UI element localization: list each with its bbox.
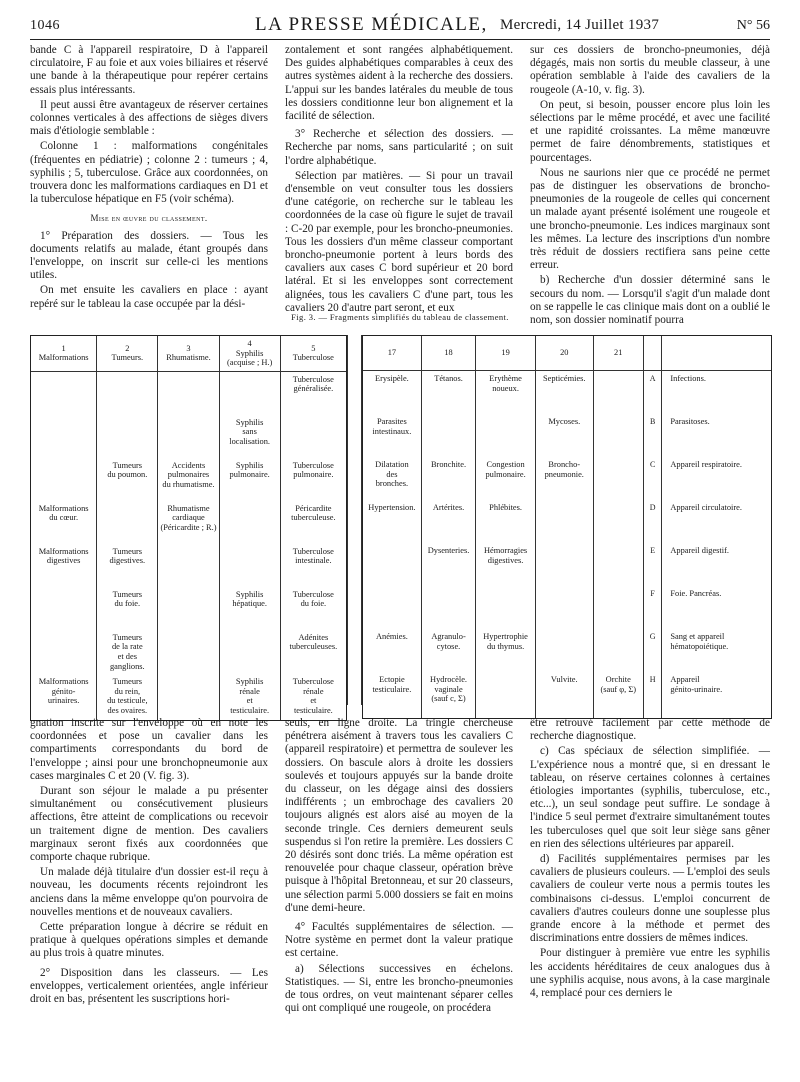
table-cell xyxy=(535,629,593,672)
column-header: 4 Syphilis (acquise ; H.) xyxy=(219,336,280,371)
table-cell xyxy=(31,371,97,415)
table-cell xyxy=(593,457,643,500)
table-row xyxy=(363,586,771,629)
table-cell: B xyxy=(643,414,661,457)
table-cell xyxy=(363,543,421,586)
column-header: 21 xyxy=(593,336,643,371)
table-cell: Dilatation des bronches. xyxy=(375,460,409,489)
table-cell xyxy=(421,586,475,629)
issue-number: N° 56 xyxy=(736,18,770,33)
table-cell xyxy=(593,500,643,543)
table-cell: Appareil circulatoire. xyxy=(662,500,771,543)
table-row xyxy=(31,630,346,674)
table-cell: Congestion pulmonaire. xyxy=(476,457,536,500)
table-cell xyxy=(31,415,97,458)
table-cell xyxy=(593,543,643,586)
paragraph: b) Recherche d'un dossier déterminé sans le secours du nom. — Lorsqu'il s'agit d'un malade dont on se rappelle le cas clinique mais dont on a oublié le nom, son dossier nominatif pourra xyxy=(530,274,770,327)
table-row xyxy=(31,501,346,544)
table-cell xyxy=(535,586,593,629)
top-column-2 xyxy=(285,44,513,317)
paragraph: 1° Préparation des dossiers. — Tous les documents relatifs au malade, étant groupés dans l'enveloppe, on inscrit sur celle-ci les mentions utiles. xyxy=(30,229,268,282)
table-cell: Anémies. xyxy=(375,632,408,641)
table-cell: Phlébites. xyxy=(476,500,536,543)
paragraph: Nous ne saurions nier que ce procédé ne permet pas de distinguer les observations de broncho-pneumonies de la rougeole de celles qui concernent un malade ayant présenté isolément une rougeole et une broncho-pneumonie. Les indices marginaux sont les mêmes. La lecture des inscriptions d'un nombre très réduit de dossiers rectifiera sans peine cette erreur. xyxy=(530,166,770,272)
table-cell: Adénites tuberculeuses. xyxy=(280,630,346,674)
paragraph: d) Facilités supplémentaires permises par les cavaliers de plusieurs couleurs. — L'emploi des seuls cavaliers de couleur verte nous a permis toutes les combinaisons ci-dessus. L'emploi concurrent de cavaliers d'autres couleurs donne une souplesse plus grande encore à la méthode et permet des discriminations entre dossiers de mêmes indices. xyxy=(530,853,770,945)
table-cell xyxy=(476,672,536,718)
table-cell: Agranulo- cytose. xyxy=(421,629,475,672)
paragraph: a) Sélections successives en échelons. Statistiques. — Si, entre les broncho-pneumonies de tous ordres, on veut maintenant séparer celles qui ont compliqué une rougeole, on procédera xyxy=(285,962,513,1015)
table-cell xyxy=(97,501,158,544)
paragraph: seuls, en ligne droite. La tringle chercheuse pénétrera aisément à travers tous les cavaliers C (appareil respiratoire) et permettra de soulever les dossiers. On bascule alors à droite les dossiers soulevés et toujours appuyés sur la bande droite du classeur, on les dégage ainsi des dossiers indifférents ; un embrochage des cavaliers 20 toujours alignés est alors aisé au moyen de la seconde tringle. Ces derniers demeurent seuls suspendus si l'on retire la première. Les dossiers C 20 désirés sont donc triés. La même opération est renouvelée pour chaque classeur, opération brève puisque à l'hôpital Bretonneau, et sur 20 classeurs, une sélection parmi 5.000 dossiers se fait en moins d'une demi-heure. xyxy=(285,717,513,914)
table-cell xyxy=(363,586,421,629)
table-cell xyxy=(593,371,643,415)
table-cell: D xyxy=(643,500,661,543)
classification-table-left xyxy=(30,335,347,721)
paragraph: Cette préparation longue à décrire se réduit en pratique à quelques opérations simples et demande au plus trois à quatre minutes. xyxy=(30,921,268,960)
table-cell: Malformations digestives xyxy=(38,546,89,566)
table-cell: Syphilis rénale et testiculaire. xyxy=(219,674,280,720)
table-cell: Tumeurs du poumon. xyxy=(97,458,158,501)
column-header: 19 xyxy=(476,336,536,371)
table-cell: Mycoses. xyxy=(535,414,593,457)
table-cell xyxy=(219,501,280,544)
paragraph: gnation inscrite sur l'enveloppe où en note les coordonnées et pose un cavalier dans les compartiments correspondants du bord de l'enveloppe ; ainsi pour une bronchopneumonie aux cases marginales C et 20 (V. fig. 3). xyxy=(30,717,268,782)
paragraph: Sélection par matières. — Si pour un travail d'ensemble on veut consulter tous les dossiers d'une catégorie, on recherche sur le tableau les coordonnées de la case où figure le sujet de travail : C-20 par exemple, pour les broncho-pneumonies. Tous les dossiers d'un même classeur comportant broncho-pneumonie portent à leurs bords des cavaliers aux cases C bord supérieur et 20 bord latéral. Et si les enveloppes sont correctement alignées, tous les cavaliers C d'une part, tous les cavaliers 20 d'autre part seront, et eux xyxy=(285,169,513,314)
table-cell: Tumeurs du foie. xyxy=(97,587,158,630)
paragraph: bande C à l'appareil respiratoire, D à l'appareil circulatoire, F au foie et aux voies biliaires et réservé une bande à la thérapeutique pour repérer certains essais plus intéressants. xyxy=(30,44,268,96)
table-cell: Péricardite tuberculeuse. xyxy=(280,501,346,544)
table-gap xyxy=(347,335,362,705)
table-cell xyxy=(593,414,643,457)
table-cell: Malformations génito- urinaires. xyxy=(38,677,89,706)
table-cell: Appareil digestif. xyxy=(662,543,771,586)
table-cell: H xyxy=(643,672,661,718)
table-cell: Erythème noueux. xyxy=(476,371,536,415)
table-cell xyxy=(158,674,219,720)
paragraph: c) Cas spéciaux de sélection simplifiée. — L'expérience nous a montré que, si en dressant le tableau, on réserve certaines colonnes à certaines étiologies importantes (syphilis, tuberculose, etc., etc...), un seul sondage peut suffire. Le sondage à l'indice 5 seul permet d'extraire simultanément toutes les tuberculoses quel que soit leur siège sans gêner en rien des sélections ultérieures par appareil. xyxy=(530,745,770,850)
table-cell: Appareil génito-urinaire. xyxy=(662,672,771,718)
bottom-column-3 xyxy=(530,717,770,1002)
figure-caption: Fig. 3. — Fragments simplifiés du tableau de classement. xyxy=(291,312,509,322)
bottom-column-1 xyxy=(30,717,268,1008)
table-cell xyxy=(31,587,97,630)
table-cell: Tuberculose du foie. xyxy=(280,587,346,630)
table-cell: Infections. xyxy=(662,371,771,415)
table-row xyxy=(363,457,771,500)
table-cell xyxy=(158,415,219,458)
paragraph: Un malade déjà titulaire d'un dossier est-il reçu à nouveau, les documents récents rejoindront les anciens dans la même enveloppe qu'on pourvoira de nouvelles mentions et de nouveaux cavaliers. xyxy=(30,866,268,918)
table-cell: Parasites intestinaux. xyxy=(372,417,412,436)
table-cell: Malformations du cœur. xyxy=(38,503,89,523)
table-cell xyxy=(219,630,280,674)
table-row xyxy=(31,674,346,720)
table-cell xyxy=(97,371,158,415)
column-header: 17 xyxy=(363,336,421,371)
paragraph: Durant son séjour le malade a pu présenter simultanément ou consécutivement plusieurs affections, être atteint de complications ou recevoir un traitement digne de mention. Des cavaliers marginaux seront fixés aux coordonnées que comporte chaque rubrique. xyxy=(30,785,268,864)
paragraph: 2° Disposition dans les classeurs. — Les enveloppes, verticalement orientées, angle inférieur droit en bas, présentent les suscriptions hori- xyxy=(30,966,268,1006)
paragraph: On met ensuite les cavaliers en place : ayant repéré sur le tableau la case occupée par la dési- xyxy=(30,284,268,310)
table-cell: Dysenteries. xyxy=(421,543,475,586)
table-cell: Parasitoses. xyxy=(662,414,771,457)
table-cell xyxy=(535,500,593,543)
table-cell: Tuberculose intestinale. xyxy=(280,544,346,587)
page-number: 1046 xyxy=(30,18,60,33)
table-cell: C xyxy=(643,457,661,500)
table-cell: Tuberculose généralisée. xyxy=(280,371,346,415)
table-row xyxy=(31,544,346,587)
table-cell: Tumeurs digestives. xyxy=(97,544,158,587)
table-row xyxy=(363,629,771,672)
table-cell: Septicémies. xyxy=(535,371,593,415)
table-row xyxy=(363,371,771,415)
column-header: 2 Tumeurs. xyxy=(97,336,158,371)
table-cell xyxy=(219,544,280,587)
paragraph: 4° Facultés supplémentaires de sélection. — Notre système en permet dont la valeur pratique est certaine. xyxy=(285,921,513,960)
table-cell xyxy=(219,371,280,415)
table-cell: Accidents pulmonaires du rhumatisme. xyxy=(158,458,219,501)
table-cell: E xyxy=(643,543,661,586)
paragraph: Colonne 1 : malformations congénitales (fréquentes en pédiatrie) ; colonne 2 : tumeurs ; 4, syphilis ; 5, tuberculose. Grâce aux coordonnées, on trouvera donc les malformations cardiaques en D1 et la tuberculose hépatique en F5 (voir schéma). xyxy=(30,140,268,206)
page-header xyxy=(30,14,770,38)
table-cell: Bronchite. xyxy=(421,457,475,500)
table-cell: Broncho- pneumonie. xyxy=(535,457,593,500)
paragraph: 3° Recherche et sélection des dossiers. — Recherche par noms, sans particularité ; on suit l'ordre alphabétique. xyxy=(285,128,513,167)
table-cell xyxy=(421,414,475,457)
table-cell xyxy=(158,630,219,674)
table-cell: Tétanos. xyxy=(421,371,475,415)
table-cell xyxy=(31,458,97,501)
header-rule xyxy=(30,39,770,40)
table-header-row xyxy=(31,336,346,371)
table-cell xyxy=(158,371,219,415)
section-heading: Mise en œuvre du classement. xyxy=(90,213,208,224)
table-cell: Hypertension. xyxy=(368,503,416,512)
table-cell: Syphilis pulmonaire. xyxy=(219,458,280,501)
table-cell: A xyxy=(643,371,661,415)
table-cell: Syphilis hépatique. xyxy=(219,587,280,630)
table-cell: Artérites. xyxy=(421,500,475,543)
table-cell xyxy=(476,414,536,457)
column-header: 20 xyxy=(535,336,593,371)
table-row xyxy=(363,672,771,718)
journal-title: LA PRESSE MÉDICALE, xyxy=(255,14,488,35)
table-header-row xyxy=(363,336,771,371)
column-header xyxy=(662,336,771,371)
table-row xyxy=(363,414,771,457)
table-cell xyxy=(593,629,643,672)
table-cell xyxy=(280,415,346,458)
column-header: 18 xyxy=(421,336,475,371)
table-row xyxy=(363,500,771,543)
table-cell: Syphilis sans localisation. xyxy=(219,415,280,458)
paragraph: sur ces dossiers de broncho-pneumonies, déjà dégagés, mais non sortis du meuble classeur, à une opération semblable à l'aide des cavaliers de la rougeole (A-10, v. fig. 3). xyxy=(530,44,770,96)
column-header: 5 Tuberculose xyxy=(280,336,346,371)
table-cell: F xyxy=(643,586,661,629)
issue-date: Mercredi, 14 Juillet 1937 xyxy=(500,17,660,33)
table-cell: Hypertrophie du thymus. xyxy=(476,629,536,672)
table-cell: Ectopie testiculaire. xyxy=(372,675,412,694)
table-cell: Tuberculose rénale et testiculaire. xyxy=(280,674,346,720)
table-cell xyxy=(158,587,219,630)
paragraph: être retrouvé facilement par cette méthode de recherche diagnostique. xyxy=(530,717,770,743)
table-cell: Tuberculose pulmonaire. xyxy=(280,458,346,501)
column-header xyxy=(643,336,661,371)
table-cell xyxy=(158,544,219,587)
table-cell xyxy=(31,630,97,674)
table-cell: Appareil respiratoire. xyxy=(662,457,771,500)
table-cell: Tumeurs du rein, du testicule, des ovaires. xyxy=(97,674,158,720)
paragraph: zontalement et sont rangées alphabétiquement. Des guides alphabétiques comparables à ceux des autres systèmes aident à la recherche des dossiers. L'appui sur les bandes latérales du meuble de tous les dossiers conditionne leur bon alignement et la facilité de sélection. xyxy=(285,44,513,123)
top-column-3 xyxy=(530,44,770,329)
column-header: 3 Rhumatisme. xyxy=(158,336,219,371)
table-cell: G xyxy=(643,629,661,672)
table-cell xyxy=(593,586,643,629)
paragraph: Pour distinguer à première vue entre les syphilis les accidents héréditaires de ceux analogues dus à une syphilis acquise, nous avons, à la case marginale 4, remplacé pour ces derniers le xyxy=(530,947,770,1000)
table-cell: Erysipèle. xyxy=(375,374,409,383)
column-header: 1 Malformations xyxy=(31,336,97,371)
table-cell: Foie. Pancréas. xyxy=(662,586,771,629)
table-row xyxy=(31,415,346,458)
table-cell xyxy=(97,415,158,458)
table-row xyxy=(31,587,346,630)
paragraph: Il peut aussi être avantageux de réserver certaines colonnes verticales à des affections de sièges divers mais d'étiologie semblable : xyxy=(30,98,268,138)
table-cell xyxy=(535,543,593,586)
table-cell: Orchite (sauf φ, Σ) xyxy=(593,672,643,718)
top-column-1 xyxy=(30,44,268,313)
table-cell: Hydrocèle. vaginale (sauf c, Σ) xyxy=(421,672,475,718)
table-row xyxy=(363,543,771,586)
table-cell: Vulvite. xyxy=(535,672,593,718)
table-cell: Rhumatisme cardiaque (Péricardite ; R.) xyxy=(158,501,219,544)
table-cell: Hémorragies digestives. xyxy=(476,543,536,586)
paragraph: On peut, si besoin, pousser encore plus loin les sélections par le même procédé, et avec une facilité et une rapidité croissantes. La même manœuvre permet de faire dénombrements, statistiques et pourcentages. xyxy=(530,98,770,164)
bottom-column-2 xyxy=(285,717,513,1017)
table-row xyxy=(31,458,346,501)
table-cell: Tumeurs de la rate et des ganglions. xyxy=(97,630,158,674)
table-cell: Sang et appareil hématopoiétique. xyxy=(662,629,771,672)
classification-table-right xyxy=(362,335,772,719)
table-row xyxy=(31,371,346,415)
table-cell xyxy=(476,586,536,629)
